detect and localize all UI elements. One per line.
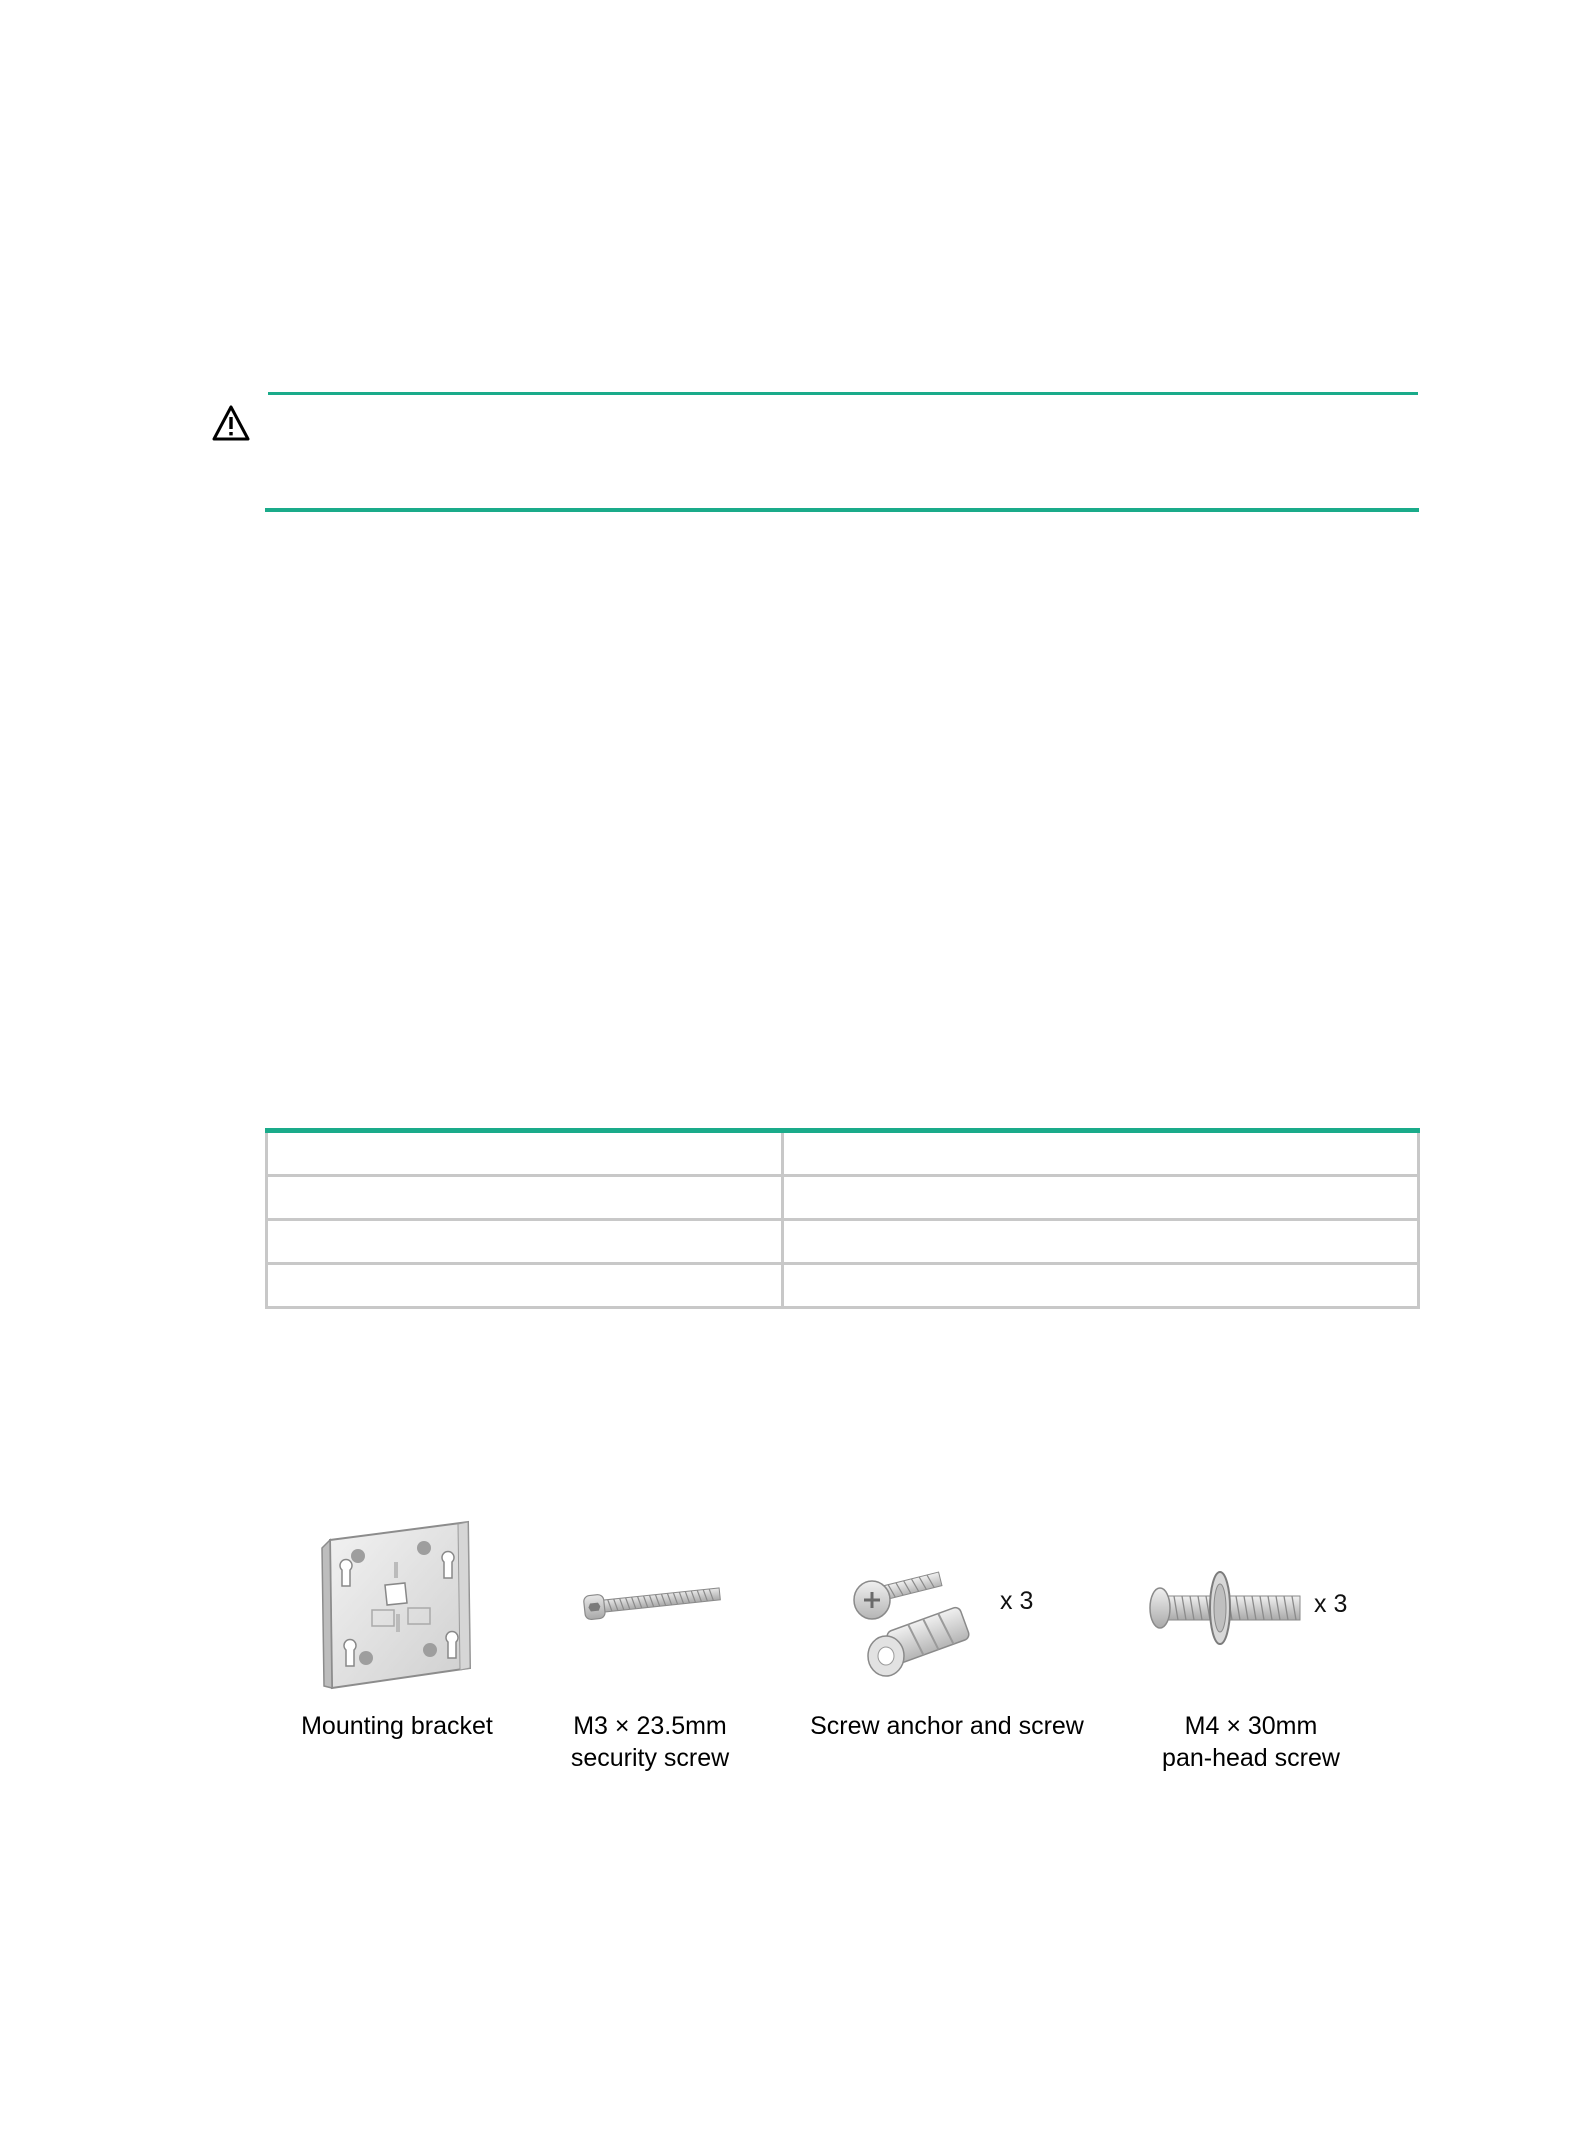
caption-line: M3 × 23.5mm — [573, 1712, 727, 1740]
pan-head-screw-quantity: x 3 — [1314, 1590, 1348, 1618]
caption-line: security screw — [570, 1744, 730, 1772]
table-row — [267, 1176, 1419, 1220]
mounting-bracket-icon — [318, 1518, 476, 1690]
spec-table — [265, 1128, 1420, 1309]
table-cell — [267, 1264, 783, 1308]
table-row — [267, 1220, 1419, 1264]
security-screw-icon — [578, 1578, 726, 1622]
table-cell — [267, 1131, 783, 1176]
table-row — [267, 1131, 1419, 1176]
table-row — [267, 1264, 1419, 1308]
table-cell — [783, 1264, 1419, 1308]
table-cell — [267, 1176, 783, 1220]
table-cell — [783, 1131, 1419, 1176]
screw-anchor-caption — [792, 1710, 1102, 1742]
caption-line: Mounting bracket — [301, 1712, 493, 1740]
table-cell — [783, 1176, 1419, 1220]
security-screw-caption — [548, 1710, 752, 1774]
pan-head-screw-caption — [1148, 1710, 1354, 1774]
table-cell — [267, 1220, 783, 1264]
pan-head-screw-icon — [1148, 1568, 1304, 1650]
caution-top-rule — [268, 392, 1418, 395]
screw-anchor-quantity: x 3 — [1000, 1587, 1034, 1615]
table-cell — [783, 1220, 1419, 1264]
caption-line: M4 × 30mm — [1184, 1712, 1318, 1740]
mounting-bracket-caption — [290, 1710, 504, 1742]
screw-anchor-icon — [848, 1560, 988, 1678]
caption-line: Screw anchor and screw — [810, 1712, 1084, 1740]
warning-triangle-icon — [212, 405, 250, 441]
caution-bottom-rule — [265, 508, 1419, 512]
caption-line: pan-head screw — [1162, 1744, 1340, 1772]
